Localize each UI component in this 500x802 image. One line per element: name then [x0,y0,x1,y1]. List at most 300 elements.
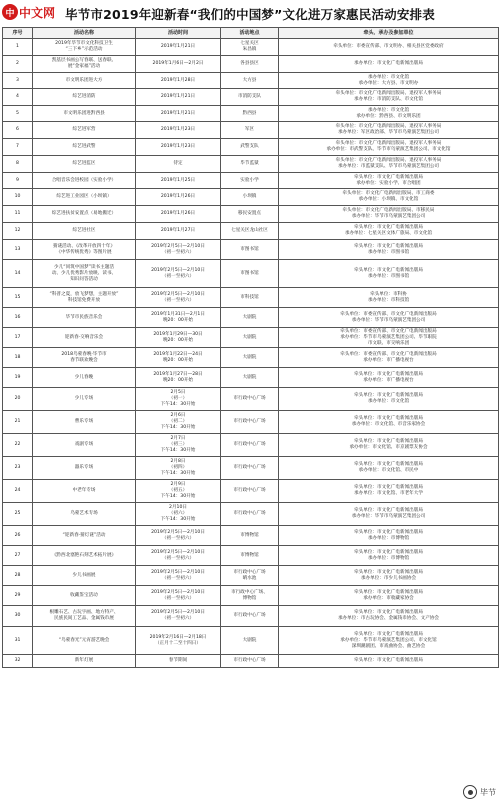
cell-time-line: 下午14：30开始 [160,494,196,499]
cell-place [221,411,279,434]
cell-time-line: 2019年1月26日 [160,194,196,199]
cell-name-line: 迎新春·交响音乐会 [64,334,104,340]
cell-time-line: 下午14：30开始 [160,425,196,430]
cell-time-line: （初四） [168,465,188,470]
cell-org-line: 承办单位：市文化馆 [367,399,410,404]
cell-no: 19 [3,368,33,388]
cell-name-line: 器乐专场 [74,465,94,470]
cell-org-line: 承办单位：市博物馆 [367,555,410,561]
cell-org [279,223,499,240]
table-body [3,39,499,668]
table-row [3,73,499,89]
cell-place-line: 大剧院 [242,374,257,380]
cell-time-line: 2019年2月5日—2月10日 [151,589,205,595]
cell-time-line: （初二） [168,419,188,424]
cell-org [279,173,499,189]
cell-time [136,503,221,526]
cell-name [33,566,136,586]
cell-org-line: 牵头单位：市文化广电新闻出版局 [354,462,423,467]
table-row [3,288,499,308]
cell-name-line: 综艺进社区 [72,228,96,233]
cell-name-line: 少儿“同筑中国梦”读书主题活 [54,264,114,270]
cell-time [136,566,221,586]
cell-name [33,89,136,106]
cell-time [136,308,221,328]
table-row [3,39,499,56]
cell-org-line: 承办单位：市少儿书画协会 [360,575,417,581]
cell-time [136,526,221,546]
cell-time [136,206,221,223]
cell-name [33,627,136,655]
cell-name [33,223,136,240]
cell-no: 20 [3,388,33,411]
cell-time-line: 下午14：30开始 [160,448,196,453]
cell-place [221,73,279,89]
cell-org-line: 承办单位：市文化馆 [367,74,410,80]
cell-name-line: 少儿书画展 [72,572,96,578]
cell-no: 18 [3,348,33,368]
cell-no: 4 [3,89,33,106]
table-row [3,348,499,368]
cell-no: 29 [3,586,33,606]
table-row [3,206,499,223]
cell-place [221,503,279,526]
cell-time-line: 2月5日 [170,390,186,395]
cell-place-line: 大剧院 [242,637,257,643]
cell-no: 28 [3,566,33,586]
cell-org-line: 牵头单位：市文化广电新闻出版局 [354,610,423,615]
cell-time-line: 2019年1月21日 [160,110,196,116]
cell-no: 31 [3,627,33,655]
cell-place [221,566,279,586]
header-row [3,28,499,39]
cell-org [279,56,499,73]
cell-name [33,655,136,668]
cell-org [279,122,499,139]
cell-org-line: 承办单位：七星关区文体广旅局、市文化馆 [344,231,433,236]
cell-place-line: 市博物馆 [240,552,259,558]
cell-org [279,457,499,480]
cell-no: 16 [3,308,33,328]
cell-time-line: 2019年1月28日 [160,77,196,83]
table-row [3,328,499,348]
cell-no: 23 [3,457,33,480]
site-logo-icon: 中 [2,4,18,20]
cell-org-line: 承办单位：毕节市乌蒙演艺集团公司 [351,514,426,519]
cell-org-line: 牵头单位：市文化广电新闻出版局、市工商委 [342,191,435,196]
cell-time-line: 2019年2月5日—2月10日 [151,549,205,555]
cell-org [279,260,499,288]
cell-time [136,122,221,139]
cell-place-line: 市科技馆 [240,294,259,300]
cell-time-line: 2019年1月27日—28日 [153,371,203,377]
cell-name-line: 戏剧专场 [74,442,94,447]
table-row [3,56,499,73]
table-row [3,139,499,156]
cell-time [136,411,221,434]
cell-org-line: 牵头单位：市委宣传部、市文化广电新闻出版局 [340,328,437,334]
cell-name-line: 知识问答活动 [70,276,98,282]
cell-org [279,655,499,668]
cell-place [221,156,279,173]
cell-org [279,156,499,173]
cell-time [136,223,221,240]
cell-place-line: 市行政中心广场 [233,396,266,401]
cell-name-line: 综艺进武警 [72,144,96,149]
cell-place [221,308,279,328]
cell-place-line: 小坝镇 [242,194,257,199]
cell-time-line: 2019年1月22日—24日 [153,351,203,357]
cell-place [221,457,279,480]
cell-name [33,503,136,526]
cell-time-line: 2019年1月29日—30日 [153,331,203,337]
cell-time [136,480,221,503]
cell-place-line: 军区 [244,127,255,132]
cell-org [279,288,499,308]
cell-name [33,606,136,627]
cell-place-line: 黔西县 [242,110,257,116]
cell-no: 10 [3,189,33,206]
cell-place-line: 各县县区 [240,61,259,66]
cell-org-line: 承办单位：市古玩协会、金属钱币协会、文产协会 [337,616,440,621]
cell-place-line: 大剧院 [242,354,257,360]
cell-place-line: 七星关区龙山社区 [231,228,268,233]
cell-time-line: 2019年2月5日—2月10日 [151,243,205,249]
table-row [3,480,499,503]
cell-name [33,368,136,388]
cell-time-line: 2019年1月23日 [160,144,196,149]
cell-place-line: 市行政中心广场、 [231,589,268,595]
cell-place-line: 市行政中心广场 [233,488,266,493]
cell-org-line: 承办单位：市消防支队、市文化馆 [354,97,423,102]
cell-place [221,288,279,308]
watermark-bottom [463,785,496,799]
cell-org-line: 牵头单位：市委宣传部、市文化广电新闻出版局 [340,351,437,357]
table-row [3,606,499,627]
cell-place [221,89,279,106]
cell-no: 30 [3,606,33,627]
cell-time-line: 2019年2月5日—2月10日 [151,267,205,273]
cell-org [279,546,499,566]
cell-org [279,388,499,411]
table-header [3,28,499,39]
cell-org [279,308,499,328]
cell-name-line: 展“金家福”活动 [67,64,101,69]
cell-org-line: 牵头单位：市文化广电新闻出版局 [354,529,423,535]
cell-no: 15 [3,288,33,308]
column-header-time: 活动时间 [136,28,221,39]
table-row [3,122,499,139]
table-row [3,503,499,526]
cell-name [33,480,136,503]
cell-time-line: 2019年1月21日 [160,44,196,49]
cell-org-line: 牵头单位：市文化广电新闻出版局、退役军人事务局 [335,124,442,129]
cell-org-line: 承办单位：市广播电视台 [363,357,414,363]
cell-place-line: 大剧院 [242,334,257,340]
cell-name-line: 2019年毕节市文化科技卫生 [55,41,113,46]
table-row [3,106,499,122]
cell-org-line: 承办单位：实验小学、市合唱团 [356,180,421,186]
cell-place [221,173,279,189]
cell-name [33,260,136,288]
cell-org-line: 牵头单位：市文化广电新闻出版局 [354,658,423,663]
cell-name [33,139,136,156]
cell-org-line: 牵头单位：市文化广电新闻出版局、退役军人事务局 [335,91,442,96]
cell-org [279,411,499,434]
cell-name [33,411,136,434]
cell-org-line: 承办单位：市文化馆 [367,107,410,113]
cell-name-line: “科普之夏，放飞梦想，主题开放” [49,291,119,297]
table-row [3,388,499,411]
table-row [3,240,499,260]
cell-org [279,328,499,348]
cell-time-line: （初一至初六） [161,555,195,561]
cell-name-line: 综艺进扶贫安置点（易地搬迁） [51,211,117,216]
cell-place [221,206,279,223]
cell-place [221,655,279,668]
cell-org-line: 牵头单位：市文化广电新闻出版局 [354,631,423,637]
table-row [3,526,499,546]
cell-time-line: （初一至初六） [161,595,195,601]
cell-time-line: 下午14：30开始 [160,517,196,522]
cell-place [221,480,279,503]
cell-name-line: “乌蒙春光”元宵游艺晚会 [58,637,110,643]
cell-name [33,526,136,546]
cell-name-line: 毕节市民族音乐会 [65,314,103,320]
cell-place [221,122,279,139]
cell-name [33,288,136,308]
cell-org [279,566,499,586]
cell-place-line: 毕节监狱 [240,161,259,166]
cell-org-line: 牵头单位：市文化广电新闻出版局 [354,225,423,230]
cell-org-line: 牵头单位：市文化广电新闻出版局 [354,439,423,444]
cell-time-line: 2月9日 [170,482,186,487]
cell-org-line: 承办单位：市图书馆 [367,249,410,255]
cell-time [136,73,221,89]
cell-name-line: 春节联欢晚会 [70,357,98,363]
cell-org [279,503,499,526]
table-row [3,156,499,173]
table-row [3,586,499,606]
cell-no: 12 [3,223,33,240]
cell-place-line: 市消防支队 [238,94,261,99]
watermark-bottom-text: 毕节 [480,787,496,797]
cell-no: 13 [3,240,33,260]
cell-org-line: 牵头单位：市文化广电新闻出版局 [354,371,423,377]
cell-org-line: 承办单位：市图书馆 [367,273,410,279]
cell-time-line: 2019年2月5日—2月10日 [151,291,205,297]
cell-name-line: 凯基层书画公写春联、送春联、 [51,58,117,63]
cell-org-line: 承办单位：市博物馆 [367,535,410,541]
cell-place-line: 七星关区 [240,41,259,46]
cell-place-line: 市行政中心广场 [233,569,266,575]
cell-name [33,106,136,122]
cell-name-line: 综艺进监区 [72,161,96,166]
cell-no: 17 [3,328,33,348]
cell-time-line: 下午14：30开始 [160,402,196,407]
cell-org-line: 承办单位：市文化馆、市音乐家协会 [351,422,426,427]
cell-name-line: 《黔西北塞艳石刻艺术拓片展》 [51,552,117,558]
cell-place-line: 大剧院 [242,314,257,320]
cell-name [33,173,136,189]
cell-org-line: 深圳潮剧团、市戏曲协会、曲艺协会 [351,643,426,649]
table-row [3,308,499,328]
cell-place [221,627,279,655]
cell-org-line: 承办单位：毕节市乌蒙演艺集团公司 [351,317,426,323]
cell-org-line: 承办单位：市科技馆 [367,297,410,303]
cell-name-line: 乌蒙艺术专场 [70,511,98,516]
cell-org-line: 承办单位：市文化馆、市老年大学 [354,491,423,496]
cell-place [221,546,279,566]
cell-org [279,586,499,606]
cell-place-line: 市行政中心广场 [233,511,266,516]
cell-place [221,348,279,368]
cell-org-line: 牵头单位：市文化广电新闻出版局、退役军人事务局 [335,141,442,146]
cell-org-line: 牵头单位：市文化广电新闻出版局 [354,569,423,575]
cell-org-line: 承办单位：毕节市乌蒙演艺集团公司 [351,214,426,219]
cell-time-line: 2月10日 [169,505,187,510]
cell-place [221,240,279,260]
cell-org-line: 牵头单位：市文化广电新闻出版局 [354,416,423,421]
cell-time-line: 2019年1月31日—2月1日 [151,311,205,317]
schedule-table [2,27,499,668]
cell-time-line: 2019年1月25日 [160,177,196,183]
cell-time-line: （初一至初六） [161,249,195,255]
cell-time-line: 2019年2月5日—2月10日 [151,529,205,535]
cell-name-line: 综艺进消防 [72,94,96,99]
table-row [3,189,499,206]
cell-time [136,156,221,173]
cell-place-line: 市博物馆 [240,532,259,538]
cell-time-line: （初六） [168,511,188,516]
cell-time [136,189,221,206]
cell-org-line: 承办单位：市文化广电新闻出版局 [354,61,423,66]
table-row [3,411,499,434]
cell-name [33,348,136,368]
cell-no: 24 [3,480,33,503]
cell-org-line: 牵头单位：市委宣传部、市文化广电新闻出版局 [340,311,437,317]
cell-place-line: 市行政中心广场 [233,658,266,663]
cell-time-line: （初五） [168,488,188,493]
cell-time [136,89,221,106]
cell-name-line: 综艺进军营 [72,127,96,132]
cell-no: 11 [3,206,33,223]
cell-org-line: 承办单位：市文化馆、市京剧票友协会 [349,445,428,450]
cell-org-line: 承办单位：市监狱支队、毕节市乌蒙演艺集团公司 [337,164,440,169]
cell-time [136,260,221,288]
cell-org-line: 承办单位：毕节市乌蒙演艺集团公司、市文化馆 [340,637,437,643]
cell-name-line: 新年灯展 [74,658,94,663]
table-row [3,434,499,457]
cell-name [33,39,136,56]
cell-place-line: 实验小学 [240,177,259,183]
column-header-no: 序号 [3,28,33,39]
cell-place [221,328,279,348]
cell-name [33,122,136,139]
cell-org [279,526,499,546]
cell-org [279,240,499,260]
table-row [3,546,499,566]
cell-time-line: 春节期间 [168,658,188,663]
table-row [3,627,499,655]
cell-time [136,434,221,457]
cell-name-line: 少儿春晚 [74,374,94,380]
cell-org-line: 承办单位：毕节市乌蒙演艺集团公司、毕节职院 [340,334,437,340]
cell-name [33,328,136,348]
cell-org-line: 牵头单位：市科协 [370,291,407,297]
cell-name-line: 合唱音乐会进校园（实验小学） [51,177,117,183]
table-row [3,173,499,189]
cell-place-line: 市图书馆 [240,246,259,252]
cell-place-line: 博物馆 [242,595,257,601]
cell-name-line: 曹乐专场 [74,419,94,424]
cell-no: 25 [3,503,33,526]
cell-time [136,546,221,566]
cell-name-line: 猜谜活动、《改革开放四十年》 [52,243,115,249]
cell-time [136,606,221,627]
cell-org-line: 牵头单位：市文化广电新闻出版局 [354,485,423,490]
cell-no: 5 [3,106,33,122]
cell-name [33,546,136,566]
cell-time-line: 下午14：30开始 [160,471,196,476]
column-header-name: 活动名称 [33,28,136,39]
cell-org [279,627,499,655]
cell-org-line: 牵头单位：市文化广电新闻出版局、市移民局 [342,208,435,213]
cell-name [33,457,136,480]
cell-org-line: 牵头单位：市文化广电新闻出版局 [354,508,423,513]
cell-place-line: 移民安置点 [238,211,261,216]
cell-org-line: 市文联、市交响乐团 [367,340,410,346]
cell-time-line: 2月8日 [170,459,186,464]
cell-org-line: 牵头单位：市文化广电新闻出版局 [354,393,423,398]
cell-org-line: 牵头单位：市文化广电新闻出版局 [354,589,423,595]
cell-org [279,139,499,156]
cell-time [136,627,221,655]
cell-time-line: 2019年2月16日—2月18日 [149,634,207,640]
cell-time-line: 2019年2月5日—2月10日 [151,610,205,615]
cell-time [136,586,221,606]
cell-name-line: 综艺进工业园区（小坝镇） [56,194,112,199]
cell-place [221,388,279,411]
cell-no: 7 [3,139,33,156]
cell-time-line: 2019年1月23日 [160,127,196,132]
cell-place-line: 晴水池 [242,575,257,581]
cell-place-line: 朱昌镇 [242,47,257,52]
cell-place [221,56,279,73]
cell-org [279,368,499,388]
cell-time-line: （初三） [168,442,188,447]
cell-time-line: 2019年2月5日—2月10日 [151,569,205,575]
cell-place-line: 市图书馆 [240,270,259,276]
cell-time-line: 2月7日 [170,436,186,441]
cell-no: 6 [3,122,33,139]
cell-name-line: 《中华传统优秀》等图片展 [56,249,112,255]
cell-time-line: 2月6日 [170,413,186,418]
cell-place [221,223,279,240]
cell-time-line: 2019年1月26日 [160,211,196,216]
cell-no: 26 [3,526,33,546]
cell-org-line: 承办单位：市广播电视台 [363,377,414,383]
cell-name-line: 根雕石艺、古玩字画、地方特产、 [49,610,119,615]
cell-place [221,139,279,156]
cell-org [279,73,499,89]
cell-org-line: 承办单位：市武警支队、毕节市乌蒙演艺集团公司、市文化馆 [326,147,451,152]
cell-no: 14 [3,260,33,288]
cell-name-line: “三下乡”示范活动 [65,47,103,52]
cell-no: 1 [3,39,33,56]
cell-place [221,368,279,388]
table-row [3,655,499,668]
